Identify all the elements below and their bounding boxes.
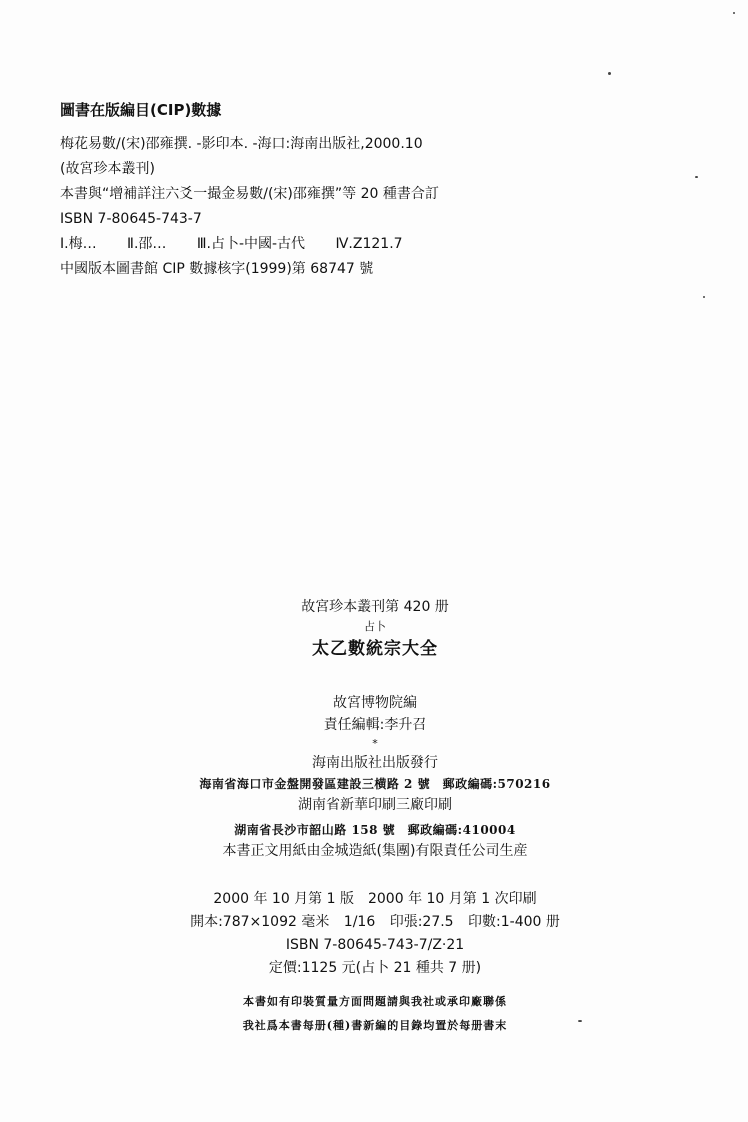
cip-class-item: Ⅱ.邵… — [127, 236, 167, 252]
cip-line-title: 梅花易數/(宋)邵雍撰. -影印本. -海口:海南出版社,2000.10 — [60, 136, 423, 152]
cip-line-series: (故宮珍本叢刊) — [60, 161, 155, 177]
scan-speck — [608, 72, 611, 75]
format-fold: 1/16 — [343, 914, 376, 930]
printer-line: 湖南省新華印刷三廠印刷 — [298, 797, 452, 813]
responsible-editor-line: 責任編輯:李升召 — [323, 717, 427, 733]
publisher-address: 海南省海口市金盤開發區建設三横路 2 號 郵政編碼:570216 — [199, 777, 551, 791]
scan-speck — [703, 296, 705, 298]
printed-sheets: 印張:27.5 — [389, 914, 454, 930]
notice-line-1: 本書如有印裝質量方面問題請與我社或承印廠聯係 — [243, 995, 507, 1008]
notice-line-2: 我社爲本書每册(種)書新編的目錄均置於每册書末 — [242, 1019, 508, 1032]
printer-address: 湖南省長沙市韶山路 158 號 郵政編碼:410004 — [234, 823, 516, 837]
cip-line-isbn: ISBN 7-80645-743-7 — [60, 211, 202, 227]
edition-line: 2000 年 10 月第 1 版 2000 年 10 月第 1 次印刷 — [213, 891, 537, 907]
series-volume: 故宮珍本叢刊第 420 册 — [301, 599, 449, 615]
print-run: 印數:1-400 册 — [468, 914, 560, 930]
cip-class-item: Ⅳ.Z121.7 — [335, 236, 403, 252]
category-label: 占卜 — [364, 620, 386, 633]
publisher-line: 海南出版社出版發行 — [312, 755, 438, 771]
book-title: 太乙數統宗大全 — [312, 639, 438, 659]
cip-heading: 圖書在版編目(CIP)數據 — [60, 101, 222, 119]
cip-data-block — [60, 100, 700, 282]
scan-speck — [695, 176, 698, 178]
editor-line: 故宮博物院編 — [333, 695, 417, 711]
price-line: 定價:1125 元(占卜 21 種共 7 册) — [268, 960, 482, 976]
scan-speck — [578, 1020, 582, 1022]
separator-star: * — [372, 737, 378, 750]
paper-supplier-line: 本書正文用紙由金城造紙(集團)有限責任公司生産 — [222, 843, 528, 859]
cip-class-item: Ⅰ.梅… — [60, 236, 97, 252]
quality-notice — [150, 990, 600, 1038]
cip-classification — [60, 232, 700, 257]
colophon-block — [150, 596, 600, 980]
cip-class-item: Ⅲ.占卜-中國-古代 — [196, 236, 306, 252]
format-size: 開本:787×1092 毫米 — [190, 914, 330, 930]
isbn-line: ISBN 7-80645-743-7/Z·21 — [285, 937, 465, 953]
format-line — [150, 911, 600, 934]
cip-line-binding-note: 本書與“增補詳注六爻一撮金易數/(宋)邵雍撰”等 20 種書合訂 — [60, 186, 439, 202]
cip-record-number: 中國版本圖書館 CIP 數據核字(1999)第 68747 號 — [60, 261, 374, 277]
scan-speck — [733, 12, 735, 14]
